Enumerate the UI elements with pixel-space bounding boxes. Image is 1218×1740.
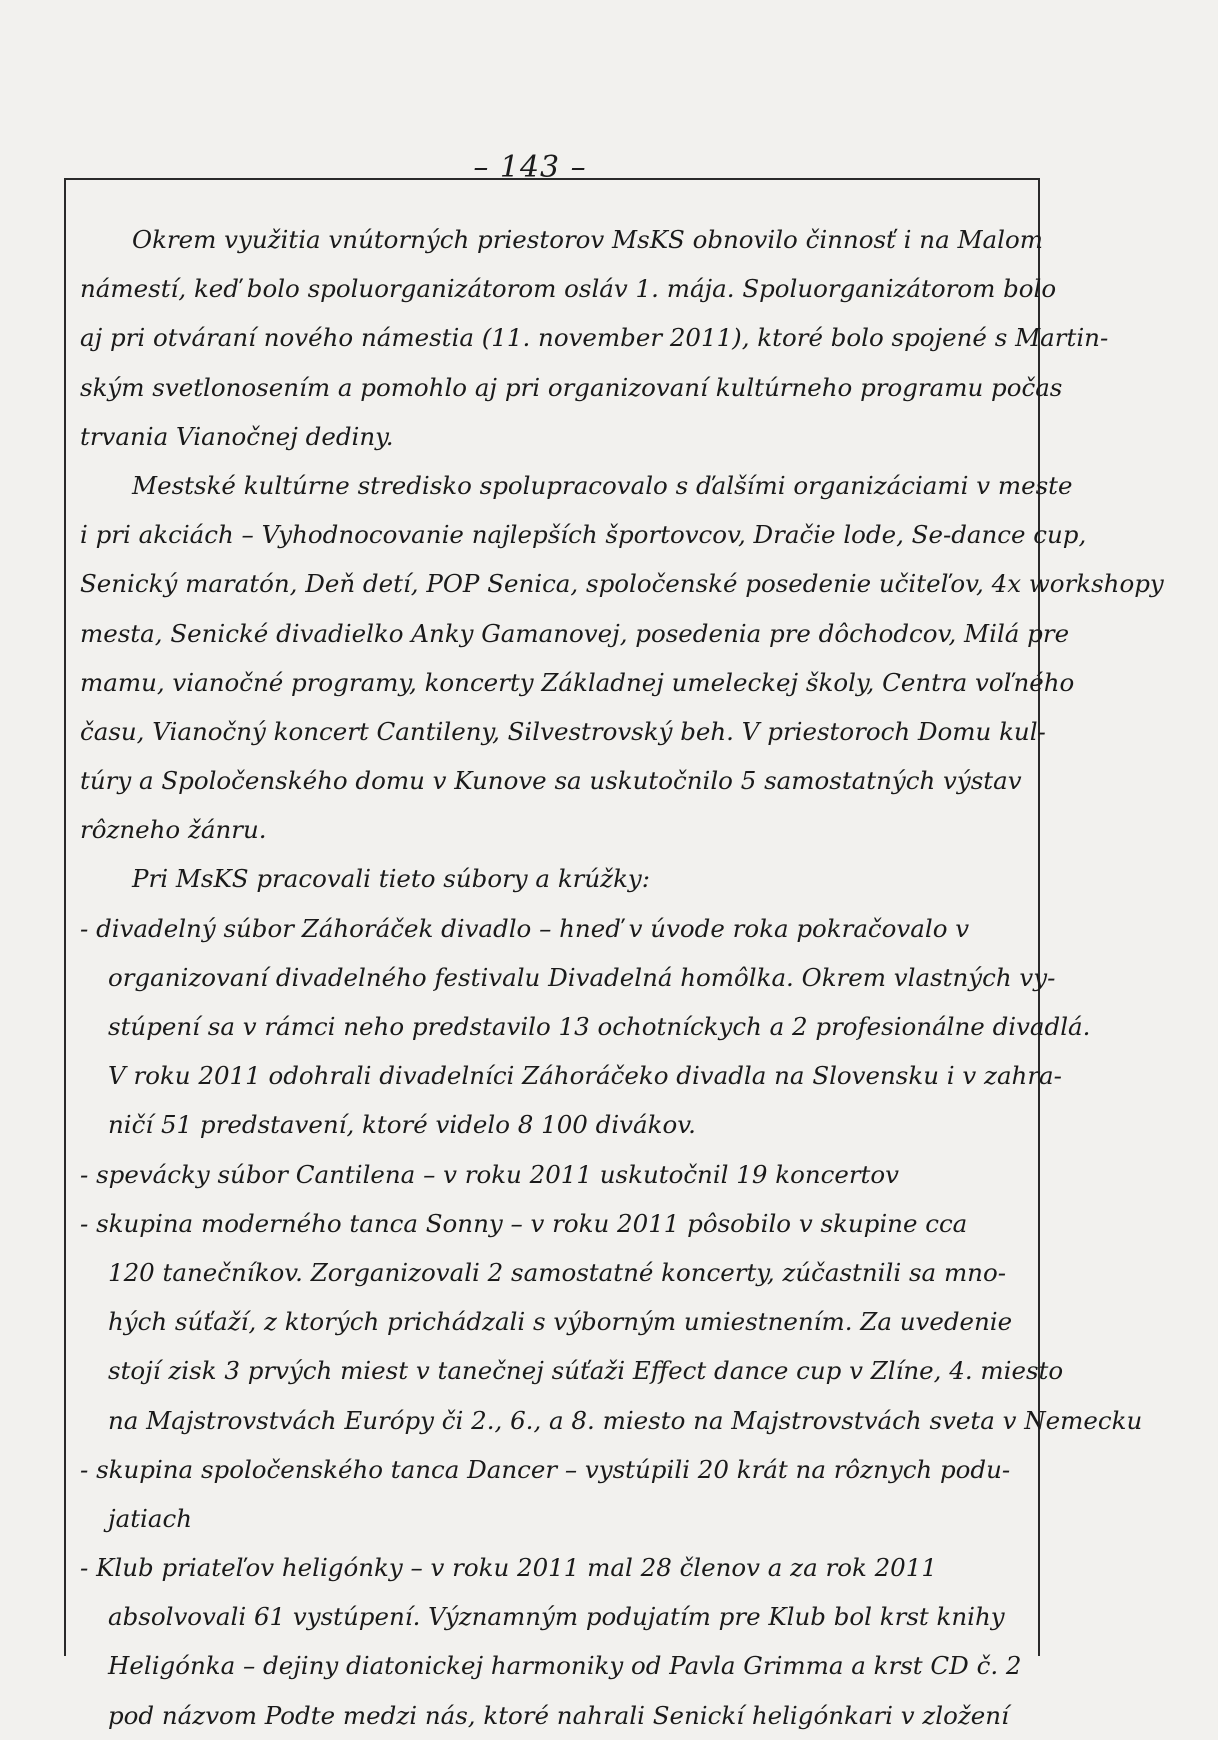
handwritten-text-body: [80, 215, 1164, 1740]
text-line: ským svetlonosením a pomohlo aj pri organizovaní kultúrneho programu počas: [80, 372, 1063, 402]
text-line: mamu, vianočné programy, koncerty Základnej umeleckej školy, Centra voľného: [80, 667, 1075, 697]
text-line: času, Vianočný koncert Cantileny, Silvestrovský beh. V priestoroch Domu kul-: [80, 716, 1046, 746]
text-line: stúpení sa v rámci neho predstavilo 13 ochotníckych a 2 profesionálne divadlá.: [108, 1012, 1091, 1041]
text-line: stojí zisk 3 prvých miest v tanečnej súťaži Effect dance cup v Zlíne, 4. miesto: [108, 1356, 1064, 1386]
text-line: 120 tanečníkov. Zorganizovali 2 samostatné koncerty, zúčastnili sa mno-: [108, 1257, 1006, 1287]
text-line: Senický maratón, Deň detí, POP Senica, spoločenské posedenie učiteľov, 4x workshopy: [80, 569, 1164, 599]
text-line: pod názvom Podte medzi nás, ktoré nahrali Senickí heligónkari v zložení: [108, 1700, 1009, 1730]
text-line: hých súťaží, z ktorých prichádzali s výborným umiestnením. Za uvedenie: [108, 1307, 1013, 1337]
text-line: aj pri otváraní nového námestia (11. november 2011), ktoré bolo spojené s Martin-: [80, 323, 1109, 353]
text-line: na Majstrovstvách Európy či 2., 6., a 8. miesto na Majstrovstvách sveta v Nemecku: [108, 1405, 1143, 1435]
text-line: i pri akciách – Vyhodnocovanie najlepších športovcov, Dračie lode, Se-dance cup,: [80, 520, 1087, 550]
text-line: - Klub priateľov heligónky – v roku 2011 mal 28 členov a za rok 2011: [80, 1553, 937, 1583]
text-line: mesta, Senické divadielko Anky Gamanovej, posedenia pre dôchodcov, Milá pre: [80, 618, 1070, 648]
text-line: Pri MsKS pracovali tieto súbory a krúžky:: [132, 864, 651, 894]
text-line: námestí, keď bolo spoluorganizátorom osláv 1. mája. Spoluorganizátorom bolo: [80, 274, 1057, 304]
text-line: túry a Spoločenského domu v Kunove sa uskutočnilo 5 samostatných výstav: [80, 766, 1022, 796]
text-line: absolvovali 61 vystúpení. Významným podujatím pre Klub bol krst knihy: [108, 1602, 1005, 1632]
text-line: rôzneho žánru.: [80, 815, 267, 845]
text-line: - skupina moderného tanca Sonny – v roku 2011 pôsobilo v skupine cca: [80, 1208, 968, 1238]
text-line: V roku 2011 odohrali divadelníci Záhoráčeko divadla na Slovensku i v zahra-: [108, 1061, 1062, 1091]
text-line: - divadelný súbor Záhoráček divadlo – hneď v úvode roka pokračovalo v: [80, 913, 970, 943]
page-number: – 143 –: [473, 150, 587, 185]
text-line: Heligónka – dejiny diatonickej harmoniky od Pavla Grimma a krst CD č. 2: [108, 1651, 1022, 1681]
text-line: trvania Vianočnej dediny.: [80, 421, 394, 451]
text-line: jatiach: [108, 1503, 192, 1533]
text-line: Mestské kultúrne stredisko spolupracovalo s ďalšími organizáciami v meste: [132, 470, 1073, 500]
text-line: ničí 51 predstavení, ktoré videlo 8 100 divákov.: [108, 1110, 696, 1140]
text-line: - skupina spoločenského tanca Dancer – vystúpili 20 krát na rôznych podu-: [80, 1454, 1011, 1484]
text-line: - spevácky súbor Cantilena – v roku 2011 uskutočnil 19 koncertov: [80, 1159, 899, 1189]
text-line: organizovaní divadelného festivalu Divadelná homôlka. Okrem vlastných vy-: [108, 962, 1056, 992]
text-line: Okrem využitia vnútorných priestorov MsKS obnovilo činnosť i na Malom: [132, 225, 1043, 254]
